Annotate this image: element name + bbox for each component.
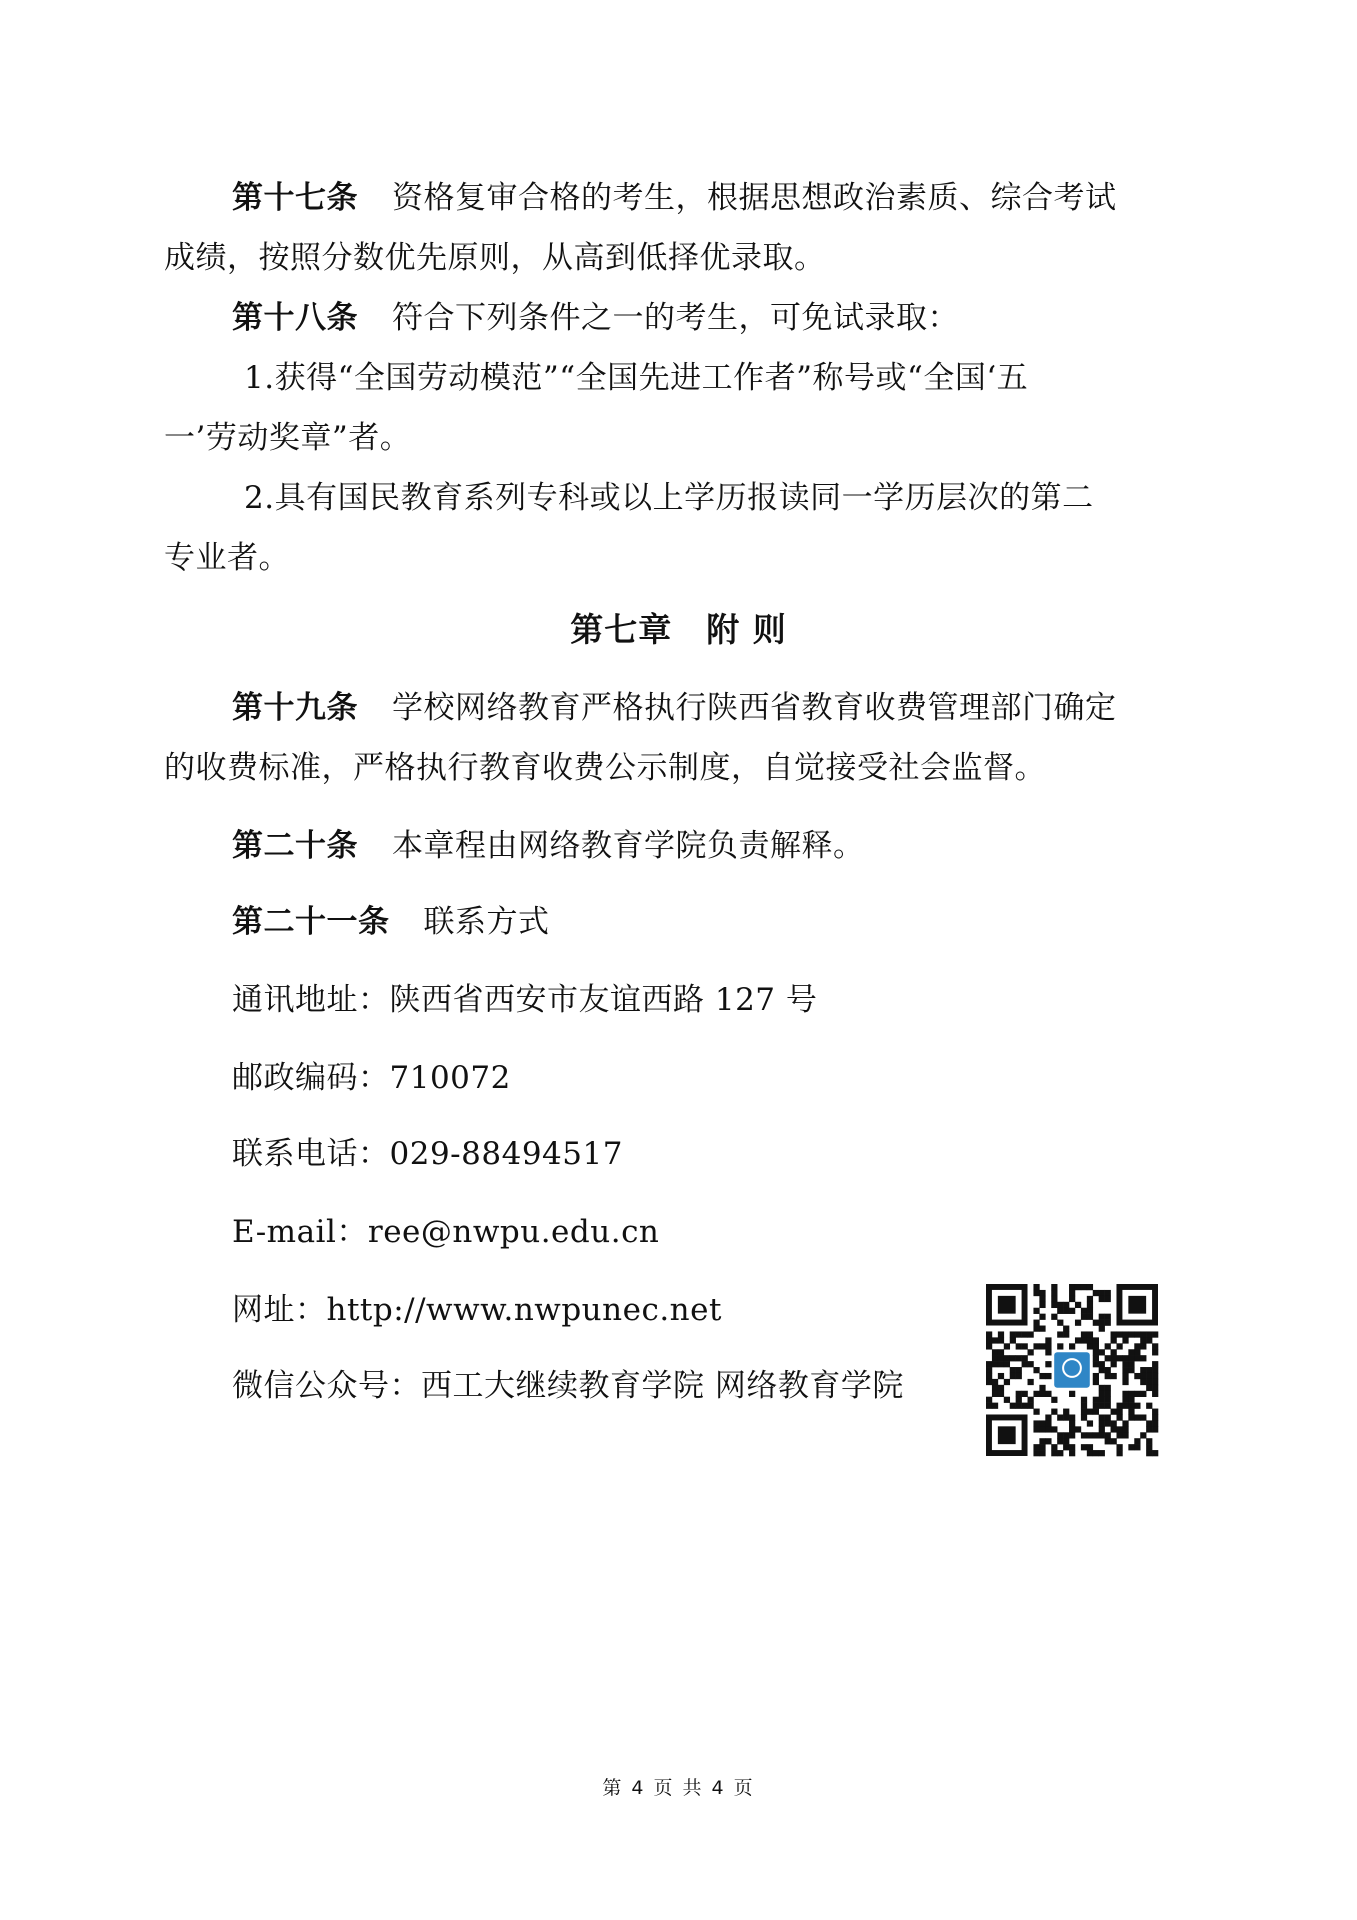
contact-postcode: 邮政编码：710072 xyxy=(232,1060,511,1096)
article-18-item-2-line-1: 2.具有国民教育系列专科或以上学历报读同一学历层次的第二 xyxy=(244,480,1094,516)
article-21-line xyxy=(232,902,550,942)
contact-phone: 联系电话：029-88494517 xyxy=(232,1136,623,1172)
article-18-heading: 第十八条 xyxy=(232,300,358,336)
page-footer: 第 4 页 共 4 页 xyxy=(602,1777,755,1799)
article-21-text: 联系方式 xyxy=(423,904,550,940)
contact-email: E-mail：ree@nwpu.edu.cn xyxy=(232,1214,660,1250)
chapter-7-title: 第七章 附 则 xyxy=(570,610,787,649)
article-18-intro: 符合下列条件之一的考生，可免试录取： xyxy=(392,300,959,336)
article-20-line xyxy=(232,826,865,866)
article-19-text-1: 学校网络教育严格执行陕西省教育收费管理部门确定 xyxy=(392,690,1117,726)
contact-website: 网址：http://www.nwpunec.net xyxy=(232,1292,722,1328)
article-18-item-1-line-1: 1.获得“全国劳动模范”“全国先进工作者”称号或“全国‘五 xyxy=(244,360,1029,396)
article-17-heading: 第十七条 xyxy=(232,180,358,216)
contact-address: 通讯地址：陕西省西安市友谊西路 127 号 xyxy=(232,982,818,1018)
qr-code-icon xyxy=(980,1278,1164,1462)
article-20-heading: 第二十条 xyxy=(232,828,358,864)
article-21-heading: 第二十一条 xyxy=(232,904,390,940)
article-18-item-1-line-2: 一’劳动奖章”者。 xyxy=(164,420,412,456)
article-19-line-1 xyxy=(232,688,1117,728)
article-17-text-1: 资格复审合格的考生，根据思想政治素质、综合考试 xyxy=(392,180,1117,216)
qr-code-graphic xyxy=(980,1278,1164,1462)
article-19-line-2: 的收费标准，严格执行教育收费公示制度，自觉接受社会监督。 xyxy=(164,750,1046,786)
article-19-heading: 第十九条 xyxy=(232,690,358,726)
article-17-line-1 xyxy=(232,178,1117,218)
article-20-text: 本章程由网络教育学院负责解释。 xyxy=(392,828,865,864)
article-17-line-2: 成绩，按照分数优先原则，从高到低择优录取。 xyxy=(164,240,826,276)
article-18-item-2-line-2: 专业者。 xyxy=(164,540,290,576)
contact-wechat: 微信公众号：西工大继续教育学院 网络教育学院 xyxy=(232,1368,904,1404)
article-18-line-1 xyxy=(232,298,959,338)
